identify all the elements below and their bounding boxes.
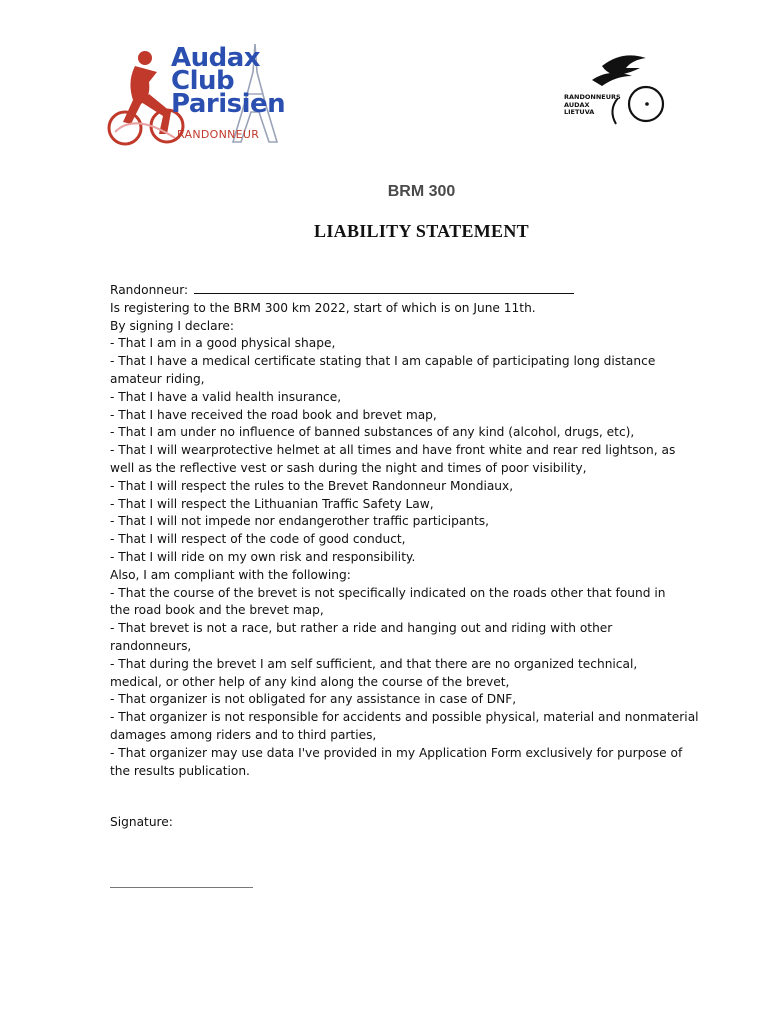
- statement-line: - That I have received the road book and brevet map,: [110, 407, 437, 422]
- signature-label: Signature:: [110, 815, 173, 829]
- statement-line: medical, or other help of any kind along the course of the brevet,: [110, 674, 510, 689]
- logo-right-line3: LIETUVA: [564, 108, 595, 116]
- randonneur-label: Randonneur:: [110, 283, 189, 297]
- statement-line: well as the reflective vest or sash during the night and times of poor visibility,: [110, 460, 587, 475]
- randonneur-name-field[interactable]: [194, 281, 574, 294]
- statement-line: - That the course of the brevet is not specifically indicated on the roads other that found in: [110, 585, 666, 600]
- statement-line: the results publication.: [110, 763, 250, 778]
- statement-line: - That I have a valid health insurance,: [110, 389, 342, 404]
- statement-line: - That I have a medical certificate stating that I am capable of participating long distance: [110, 354, 656, 369]
- statement-line: - That I will respect of the code of good conduct,: [110, 532, 406, 547]
- statement-line: the road book and the brevet map,: [110, 603, 324, 618]
- statement-line: Is registering to the BRM 300 km 2022, start of which is on June 11th.: [110, 300, 536, 315]
- logo-right-line2: AUDAX: [564, 100, 590, 109]
- statement-line: - That I will wearprotective helmet at all times and have front white and rear red lightson, as: [110, 443, 676, 458]
- logo-left-subtitle: RANDONNEUR: [177, 128, 260, 141]
- statement-line: - That I am in a good physical shape,: [110, 336, 336, 351]
- logo-right-wordmark: [564, 94, 621, 117]
- statement-line: - That organizer may use data I've provided in my Application Form exclusively for purpose of: [110, 745, 683, 760]
- randonneur-line: [110, 281, 730, 300]
- event-title: BRM 300: [387, 183, 456, 200]
- statement-line: amateur riding,: [110, 371, 205, 386]
- statement-line: - That I will not impede nor endangerother traffic participants,: [110, 514, 490, 529]
- statement-line: - That I will respect the Lithuanian Traffic Safety Law,: [110, 496, 434, 511]
- statement-line: - That brevet is not a race, but rather a ride and hanging out and riding with other: [110, 621, 613, 636]
- statement-line: randonneurs,: [110, 638, 192, 653]
- logo-left-wordmark: [171, 43, 286, 119]
- logo-left-line3: Parisien: [171, 89, 286, 119]
- statement-title: LIABILITY STATEMENT: [314, 221, 529, 241]
- bicycle-swirl-graphic: [562, 46, 674, 130]
- statement-line: - That organizer is not responsible for accidents and possible physical, material and nonmaterial: [110, 710, 699, 725]
- statement-body: [110, 281, 730, 780]
- statement-line: By signing I declare:: [110, 318, 234, 333]
- signature-field[interactable]: [110, 887, 253, 888]
- statement-lines: [110, 300, 730, 781]
- statement-line: - That organizer is not obligated for any assistance in case of DNF,: [110, 692, 517, 707]
- statement-line: - That I am under no influence of banned substances of any kind (alcohol, drugs, etc),: [110, 425, 635, 440]
- logo-left-line1: Audax: [171, 43, 261, 73]
- statement-line: Also, I am compliant with the following:: [110, 567, 351, 582]
- statement-line: - That I will ride on my own risk and responsibility.: [110, 549, 416, 564]
- logo-left-line2: Club: [171, 66, 235, 96]
- statement-line: - That during the brevet I am self sufficient, and that there are no organized technical,: [110, 656, 638, 671]
- statement-line: - That I will respect the rules to the Brevet Randonneur Mondiaux,: [110, 478, 514, 493]
- randonneurs-audax-lietuva-logo: [562, 46, 674, 130]
- statement-line: damages among riders and to third parties,: [110, 727, 377, 742]
- audax-club-parisien-logo: [105, 42, 290, 147]
- logo-right-line1: RANDONNEURS: [564, 93, 621, 101]
